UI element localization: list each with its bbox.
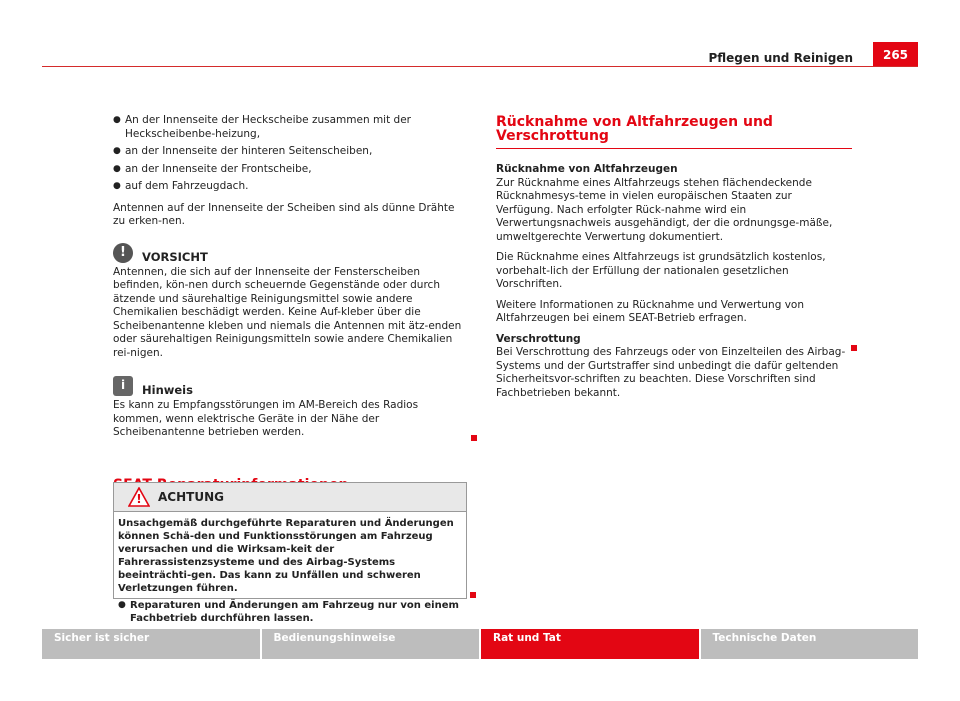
subheading-return: Rücknahme von Altfahrzeugen [496, 163, 678, 175]
caution-text: Antennen, die sich auf der Innenseite der Fensterscheiben befinden, kön-nen durch scheuernde Gegenstände oder durch ätzende und säurehaltige Reinigungsmittel sowie andere Chemikalien beschädigt werden. Keine Auf-kleber über die Scheibenantenne kleben und niemals die Antennen mit ätz-enden oder säurehaltigen Reinigungsmitteln sowie andere Chemikalien rei-nigen. [113, 265, 462, 359]
tab-technische-daten[interactable]: Technische Daten [701, 629, 919, 659]
info-note-icon: i [113, 376, 133, 396]
list-item-text: An der Innenseite der Heckscheibe zusammen mit der Heckscheibenbe-heizung, [125, 114, 411, 140]
paragraph: Bei Verschrottung des Fahrzeugs oder von Einzelteilen des Airbag-Systems und der Gurtstraffer sind unbedingt die dafür geltenden Sicherheitsvor-schriften zu beachten. Diese Vorschriften sind Fachbetrieben bekannt. [496, 346, 846, 399]
bullet-icon: ● [118, 600, 126, 610]
list-item-text: Reparaturen und Änderungen am Fahrzeug nur von einem Fachbetrieb durchführen lassen. [130, 600, 459, 624]
tab-rat-und-tat[interactable]: Rat und Tat [481, 629, 699, 659]
list-item [118, 599, 462, 625]
subheading-scrapping: Verschrottung [496, 332, 581, 345]
list-item-text: an der Innenseite der hinteren Seitenscheiben, [125, 145, 373, 157]
tab-bedienungshinweise[interactable]: Bedienungshinweise [262, 629, 480, 659]
right-column [496, 116, 852, 407]
bullet-icon: ● [113, 115, 121, 125]
warning-box [113, 482, 467, 624]
caution-header [113, 243, 467, 263]
exclamation-icon: ! [113, 243, 133, 263]
list-item [113, 180, 467, 194]
hint-text: Es kann zu Empfangsstörungen im AM-Bereich des Radios kommen, wenn elektrische Geräte in der Nähe der Scheibenantenne betrieben werden. [113, 399, 419, 438]
warning-header [114, 483, 466, 512]
tab-sicher-ist-sicher[interactable]: Sicher ist sicher [42, 629, 260, 659]
page-header-title: Pflegen und Reinigen [708, 51, 853, 65]
list-item-text: an der Innenseite der Frontscheibe, [125, 162, 312, 175]
list-item [113, 145, 467, 159]
caution-title: VORSICHT [142, 249, 208, 264]
bullet-icon: ● [113, 181, 121, 191]
section-end-marker [851, 345, 857, 351]
paragraph: Weitere Informationen zu Rücknahme und Verwertung von Altfahrzeugen bei einem SEAT-Betrieb erfragen. [496, 298, 804, 324]
warning-triangle-icon [128, 487, 150, 507]
warning-text: Unsachgemäß durchgeführte Reparaturen und Änderungen können Schä-den und Funktionsstörungen am Fahrzeug verursachen und die Wirksam-keit der Fahrerassistenzsysteme und des Airbag-Systems beeinträchti-gen. Das kann zu Unfällen und schweren Verletzungen führen. [118, 518, 454, 594]
hint-header [113, 376, 467, 396]
section-title-recycling: Rücknahme von Altfahrzeugen und Verschrottung [496, 116, 852, 149]
paragraph: Die Rücknahme eines Altfahrzeugs ist grundsätzlich kostenlos, vorbehalt-lich der Erfüllung der nationalen gesetzlichen Vorschriften. [496, 251, 826, 290]
section-end-marker [471, 435, 477, 441]
list-item [113, 163, 467, 177]
page-number: 265 [873, 42, 918, 67]
bullet-icon: ● [113, 163, 121, 174]
bullet-icon: ● [113, 146, 121, 156]
antenna-paragraph: Antennen auf der Innenseite der Scheiben sind als dünne Drähte zu erken-nen. [113, 201, 455, 227]
list-item [113, 114, 467, 141]
left-column [113, 114, 467, 499]
warning-title: ACHTUNG [158, 490, 224, 504]
header-divider [42, 66, 918, 67]
chapter-tabs [42, 629, 918, 659]
warning-body [114, 512, 466, 625]
svg-text:!: ! [136, 492, 142, 506]
section-end-marker [470, 592, 476, 598]
list-item-text: auf dem Fahrzeugdach. [125, 180, 249, 192]
paragraph: Zur Rücknahme eines Altfahrzeugs stehen flächendeckende Rücknahmesys-teme in vielen europäischen Staaten zur Verfügung. Nach erfolgter Rück-nahme wird ein Verwertungsnachweis ausgehändigt, der die ordnungsge-mäße, umweltgerechte Verwertung dokumentiert. [496, 176, 833, 243]
hint-title: Hinweis [142, 383, 193, 398]
